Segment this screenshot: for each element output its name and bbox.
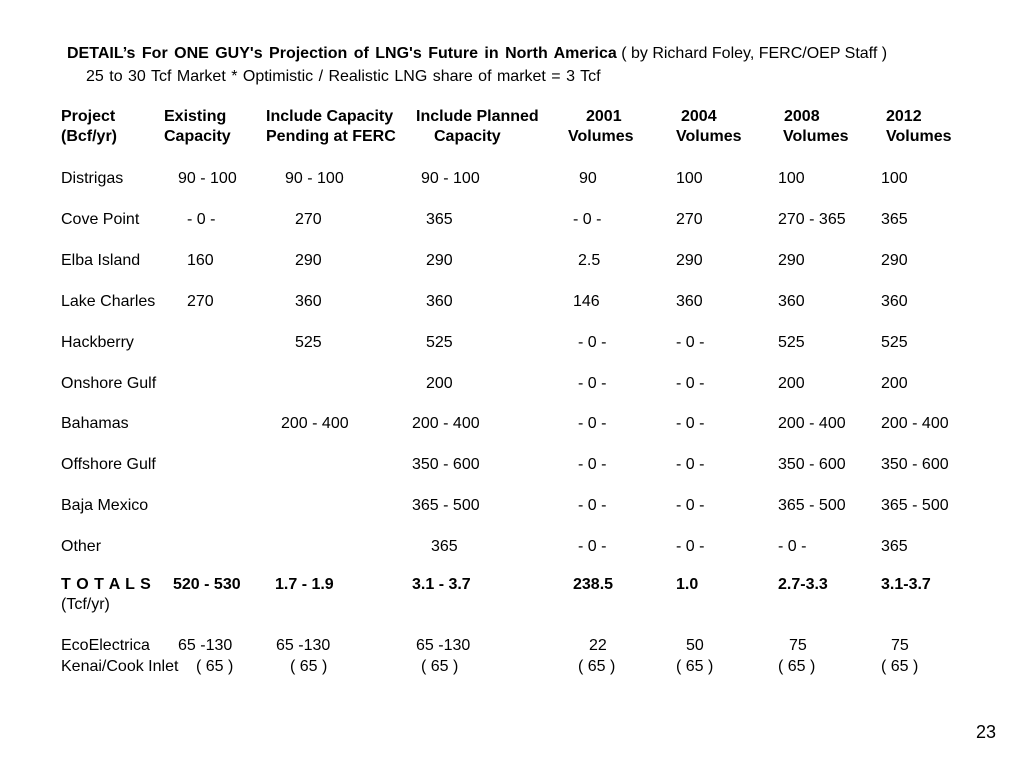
table-cell-2012: 350 - 600 xyxy=(881,456,949,473)
table-cell-2008: 350 - 600 xyxy=(778,456,846,473)
table-cell-2004: 50 xyxy=(686,637,704,654)
table-cell-2012: 365 - 500 xyxy=(881,497,949,514)
table-cell-project: Offshore Gulf xyxy=(61,456,156,473)
table-cell-project: Hackberry xyxy=(61,334,134,351)
header-2012: 2012 xyxy=(886,108,922,125)
table-cell-project: Bahamas xyxy=(61,415,129,432)
table-cell-2004: - 0 - xyxy=(676,415,705,432)
table-cell-2001: 22 xyxy=(589,637,607,654)
table-cell-2001: 2.5 xyxy=(578,252,601,269)
header-2008: 2008 xyxy=(784,108,820,125)
header-2001: 2001 xyxy=(586,108,622,125)
table-cell-2008: 100 xyxy=(778,170,805,187)
slide-subtitle: 25 to 30 Tcf Market * Optimistic / Realistic LNG share of market = 3 Tcf xyxy=(86,68,601,85)
table-cell-planned: 365 - 500 xyxy=(412,497,480,514)
table-cell-planned: 290 xyxy=(426,252,453,269)
header-2012-sub: Volumes xyxy=(886,128,952,145)
table-cell-2001: - 0 - xyxy=(578,538,607,555)
table-cell-2008: - 0 - xyxy=(778,538,807,555)
table-cell-existing: 160 xyxy=(187,252,214,269)
table-cell-pending: ( 65 ) xyxy=(290,658,328,675)
table-cell-planned: 360 xyxy=(426,293,453,310)
totals-label: T O T A L S xyxy=(61,576,152,593)
slide-title xyxy=(67,44,887,63)
totals-existing: 520 - 530 xyxy=(173,576,241,593)
header-2004-sub: Volumes xyxy=(676,128,742,145)
table-cell-2008: ( 65 ) xyxy=(778,658,816,675)
table-cell-2001: - 0 - xyxy=(578,375,607,392)
table-cell-2004: ( 65 ) xyxy=(676,658,714,675)
totals-planned: 3.1 - 3.7 xyxy=(412,576,471,593)
table-cell-2012: 200 xyxy=(881,375,908,392)
table-cell-pending: 290 xyxy=(295,252,322,269)
slide-number: 23 xyxy=(975,722,996,742)
table-cell-project: Kenai/Cook Inlet xyxy=(61,658,179,675)
table-cell-2004: 270 xyxy=(676,211,703,228)
table-cell-planned: 350 - 600 xyxy=(412,456,480,473)
table-cell-planned: 365 xyxy=(426,211,453,228)
table-cell-2004: 100 xyxy=(676,170,703,187)
header-project-unit: (Bcf/yr) xyxy=(61,128,118,145)
table-cell-2001: - 0 - xyxy=(578,497,607,514)
table-cell-2004: 360 xyxy=(676,293,703,310)
table-cell-project: Onshore Gulf xyxy=(61,375,157,392)
table-cell-2012: 200 - 400 xyxy=(881,415,949,432)
header-planned: Include Planned xyxy=(416,108,539,125)
table-cell-planned: 65 -130 xyxy=(416,637,471,654)
table-cell-2012: 100 xyxy=(881,170,908,187)
table-cell-2004: - 0 - xyxy=(676,497,705,514)
table-cell-existing: - 0 - xyxy=(187,211,216,228)
table-cell-pending: 525 xyxy=(295,334,322,351)
table-cell-2001: 90 xyxy=(579,170,597,187)
table-cell-2008: 360 xyxy=(778,293,805,310)
table-cell-project: Elba Island xyxy=(61,252,141,269)
table-cell-2004: - 0 - xyxy=(676,334,705,351)
table-cell-2012: 365 xyxy=(881,211,908,228)
totals-unit: (Tcf/yr) xyxy=(61,596,110,613)
table-cell-2008: 200 - 400 xyxy=(778,415,846,432)
table-cell-project: EcoElectrica xyxy=(61,637,150,654)
table-cell-existing: 90 - 100 xyxy=(178,170,237,187)
header-existing: Existing xyxy=(164,108,227,125)
table-cell-2001: - 0 - xyxy=(573,211,602,228)
slide-title-attribution: ( by Richard Foley, FERC/OEP Staff ) xyxy=(616,45,888,62)
table-cell-2008: 365 - 500 xyxy=(778,497,846,514)
table-cell-project: Lake Charles xyxy=(61,293,156,310)
table-cell-existing: 270 xyxy=(187,293,214,310)
header-2001-sub: Volumes xyxy=(568,128,634,145)
table-cell-2001: - 0 - xyxy=(578,415,607,432)
table-cell-2012: ( 65 ) xyxy=(881,658,919,675)
table-cell-2001: - 0 - xyxy=(578,334,607,351)
header-project: Project xyxy=(61,108,116,125)
table-cell-planned: 90 - 100 xyxy=(421,170,480,187)
table-cell-2012: 365 xyxy=(881,538,908,555)
totals-pending: 1.7 - 1.9 xyxy=(275,576,334,593)
table-cell-2001: 146 xyxy=(573,293,600,310)
table-cell-pending: 360 xyxy=(295,293,322,310)
table-cell-planned: 200 - 400 xyxy=(412,415,480,432)
table-cell-project: Other xyxy=(61,538,102,555)
table-cell-2008: 200 xyxy=(778,375,805,392)
table-cell-2004: 290 xyxy=(676,252,703,269)
table-cell-project: Cove Point xyxy=(61,211,140,228)
header-pending-sub: Pending at FERC xyxy=(266,128,396,145)
slide-title-bold: DETAIL’s For ONE GUY's Projection of LNG's Future in North America xyxy=(67,45,617,62)
table-cell-planned: 525 xyxy=(426,334,453,351)
table-cell-planned: 200 xyxy=(426,375,453,392)
table-cell-planned: 365 xyxy=(431,538,458,555)
table-cell-2012: 75 xyxy=(891,637,909,654)
table-cell-pending: 270 xyxy=(295,211,322,228)
table-cell-2012: 290 xyxy=(881,252,908,269)
table-cell-2012: 360 xyxy=(881,293,908,310)
table-cell-2012: 525 xyxy=(881,334,908,351)
header-2008-sub: Volumes xyxy=(783,128,849,145)
header-pending: Include Capacity xyxy=(266,108,394,125)
header-2004: 2004 xyxy=(681,108,717,125)
table-cell-pending: 200 - 400 xyxy=(281,415,349,432)
totals-2012: 3.1-3.7 xyxy=(881,576,931,593)
table-cell-project: Distrigas xyxy=(61,170,124,187)
table-cell-2004: - 0 - xyxy=(676,375,705,392)
totals-2004: 1.0 xyxy=(676,576,699,593)
table-cell-planned: ( 65 ) xyxy=(421,658,459,675)
table-cell-2001: - 0 - xyxy=(578,456,607,473)
totals-2001: 238.5 xyxy=(573,576,614,593)
table-cell-2004: - 0 - xyxy=(676,456,705,473)
totals-2008: 2.7-3.3 xyxy=(778,576,828,593)
table-cell-2008: 290 xyxy=(778,252,805,269)
table-cell-pending: 90 - 100 xyxy=(285,170,344,187)
table-cell-pending: 65 -130 xyxy=(276,637,331,654)
table-cell-existing: ( 65 ) xyxy=(196,658,234,675)
table-cell-2008: 270 - 365 xyxy=(778,211,846,228)
header-planned-sub: Capacity xyxy=(434,128,501,145)
table-cell-project: Baja Mexico xyxy=(61,497,149,514)
table-cell-2008: 525 xyxy=(778,334,805,351)
header-existing-sub: Capacity xyxy=(164,128,231,145)
table-cell-existing: 65 -130 xyxy=(178,637,233,654)
table-cell-2004: - 0 - xyxy=(676,538,705,555)
table-cell-2001: ( 65 ) xyxy=(578,658,616,675)
table-cell-2008: 75 xyxy=(789,637,807,654)
